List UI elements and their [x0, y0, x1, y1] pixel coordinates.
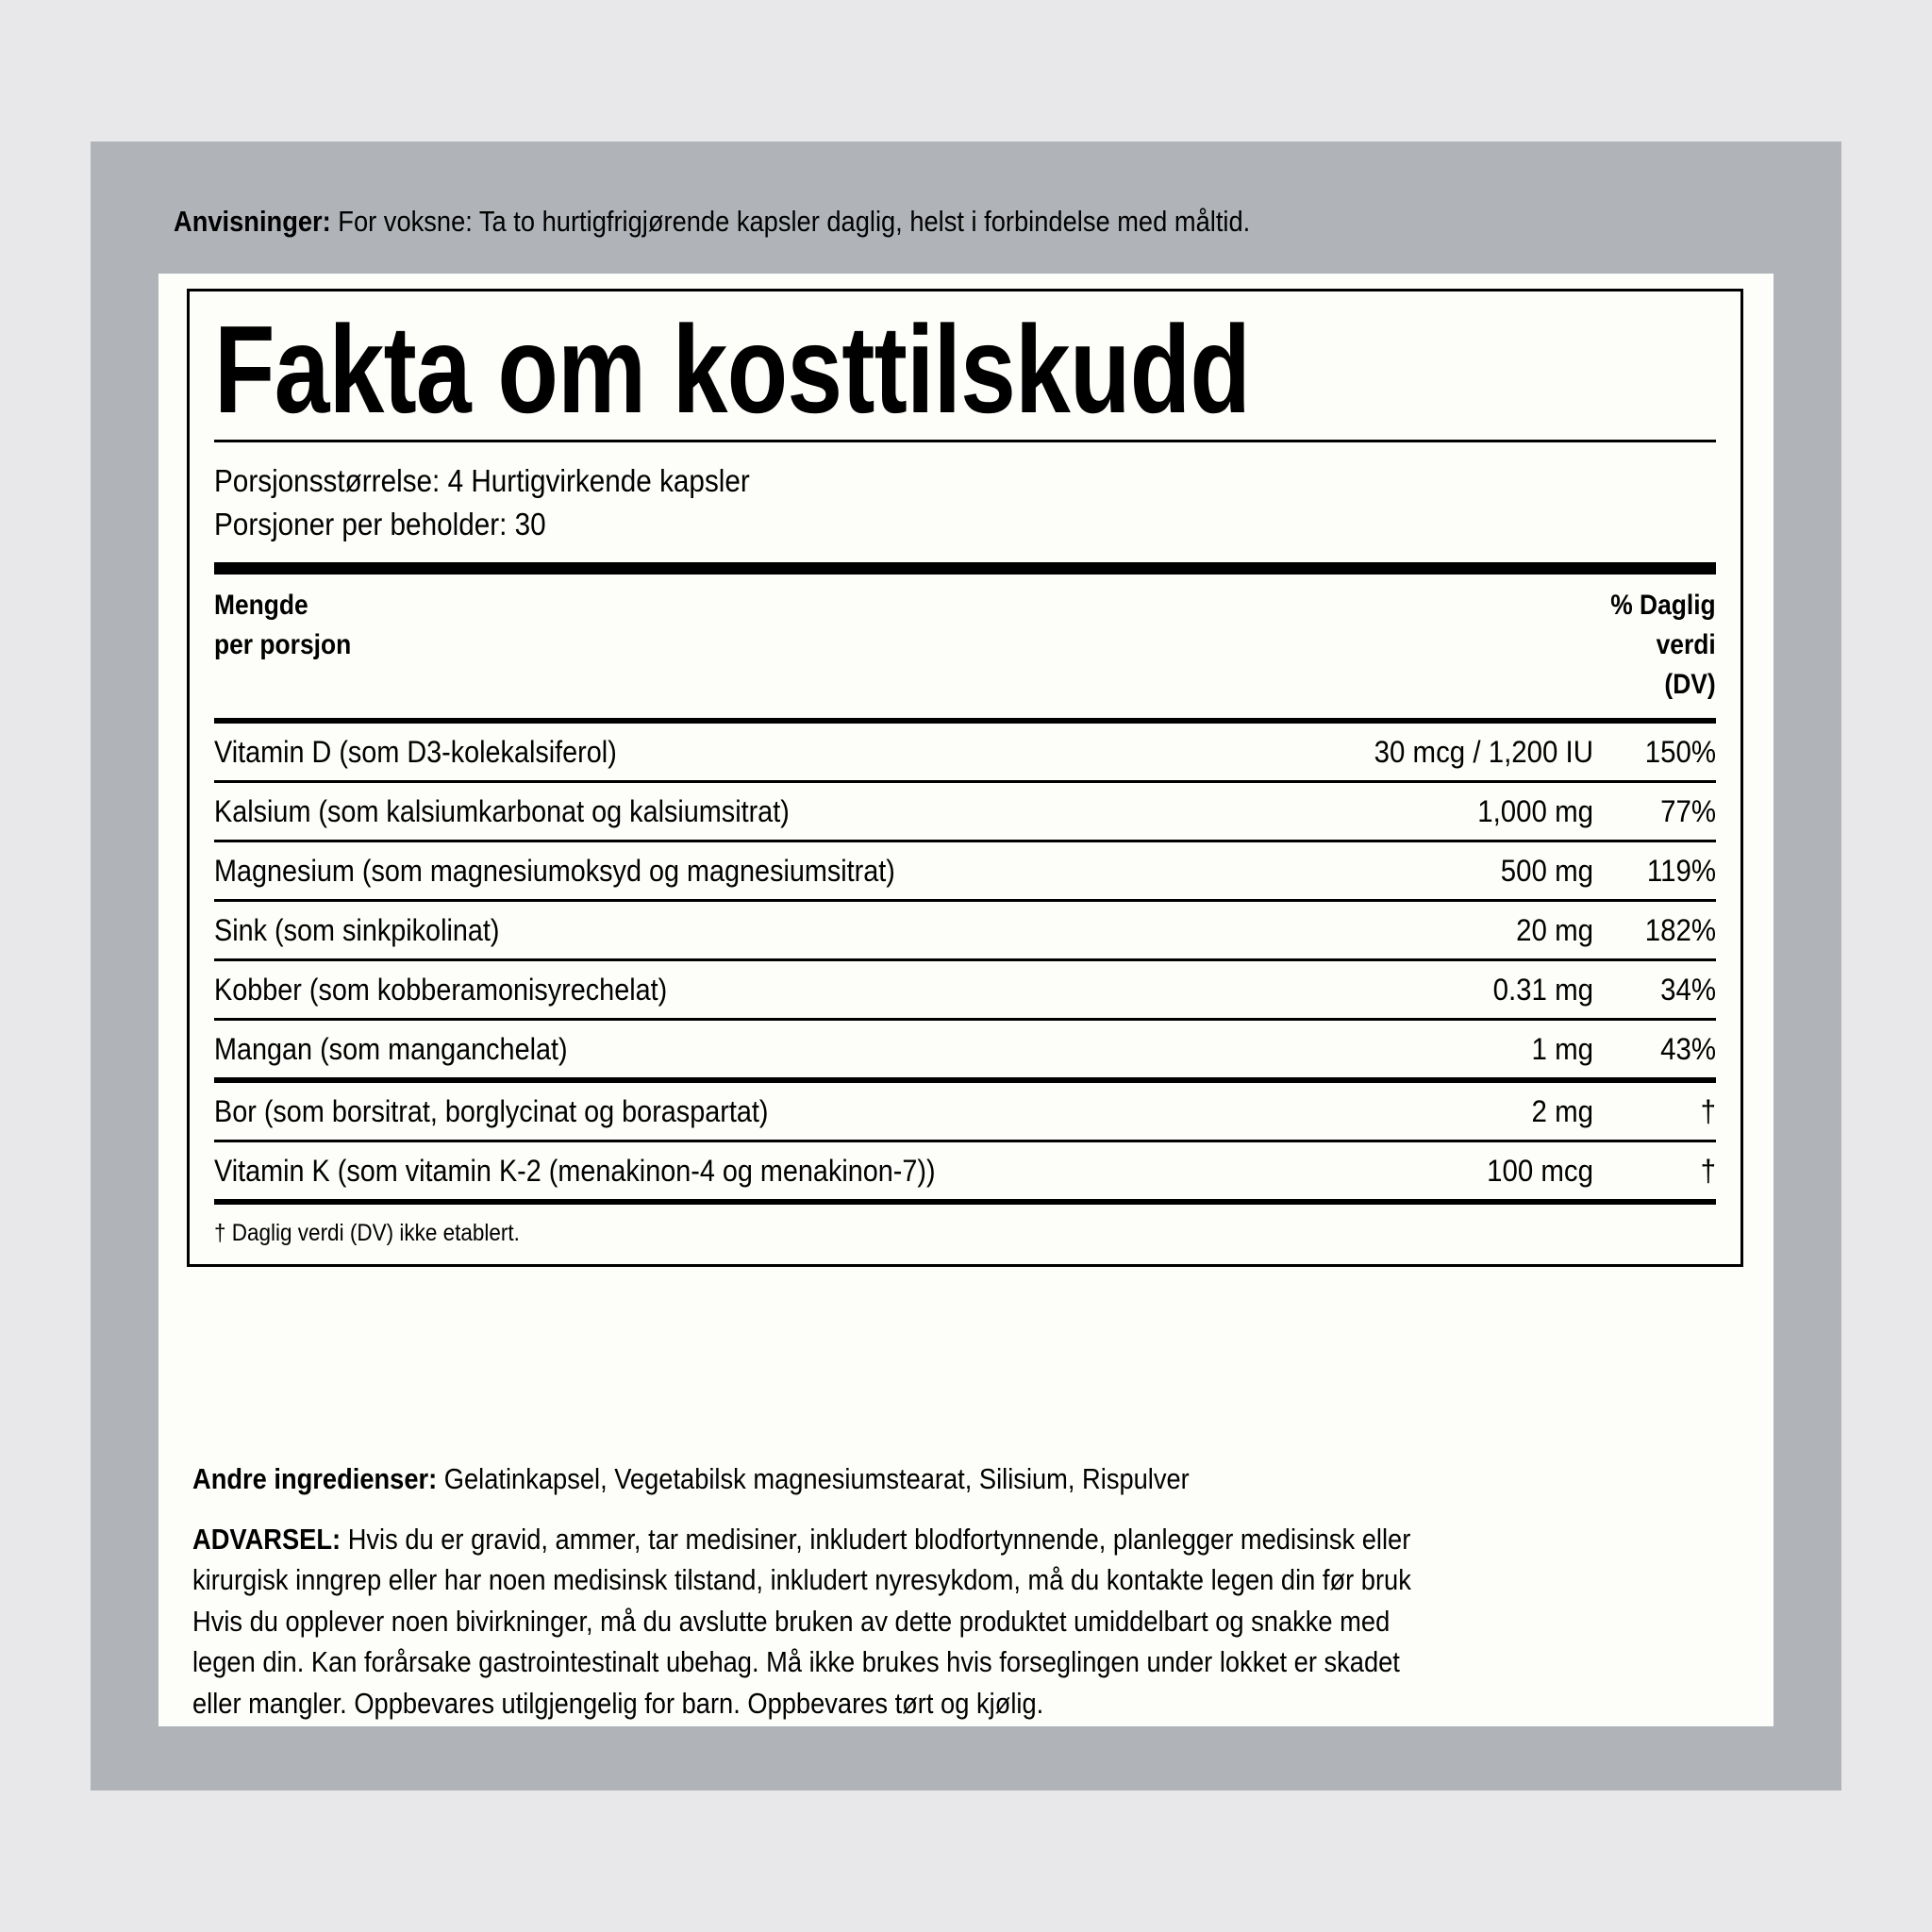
dv-header-line1: % Daglig	[1610, 590, 1716, 622]
amount-header-line2: per porsjon	[214, 629, 352, 661]
nutrient-daily-value: †	[1700, 1094, 1716, 1129]
amount-header-line1: Mengde	[214, 590, 308, 622]
title-divider	[214, 440, 1716, 442]
table-row	[214, 724, 1716, 780]
warning-paragraph	[192, 1519, 1414, 1724]
nutrient-daily-value: 34%	[1660, 973, 1716, 1008]
nutrient-daily-value: 150%	[1644, 735, 1716, 770]
nutrient-name: Sink (som sinkpikolinat)	[214, 913, 500, 948]
table-header-row	[214, 575, 1716, 718]
nutrient-daily-value: 77%	[1660, 794, 1716, 829]
table-row	[214, 1083, 1716, 1140]
nutrient-daily-value: †	[1700, 1154, 1716, 1189]
servings-per-container-line: Porsjoner per beholder: 30	[214, 507, 546, 542]
dv-header-line2: verdi	[1656, 629, 1716, 661]
nutrient-name: Vitamin D (som D3-kolekalsiferol)	[214, 735, 617, 770]
table-row	[214, 783, 1716, 840]
directions-text: For voksne: Ta to hurtigfrigjørende kapsler daglig, helst i forbindelse med måltid.	[330, 205, 1251, 238]
nutrient-name: Mangan (som manganchelat)	[214, 1032, 568, 1067]
dv-header-line3: (DV)	[1664, 669, 1716, 701]
directions-label: Anvisninger:	[174, 205, 331, 238]
directions-line	[174, 204, 1591, 241]
nutrient-name: Kalsium (som kalsiumkarbonat og kalsiumsitrat)	[214, 794, 790, 829]
other-ingredients-text: Gelatinkapsel, Vegetabilsk magnesiumstearat, Silisium, Rispulver	[437, 1462, 1190, 1495]
supplement-label-plate	[91, 142, 1841, 1790]
warning-label: ADVARSEL:	[192, 1523, 341, 1556]
other-ingredients-line	[192, 1460, 1564, 1498]
nutrient-name: Bor (som borsitrat, borglycinat og boraspartat)	[214, 1094, 769, 1129]
other-ingredients-label: Andre ingredienser:	[192, 1462, 438, 1495]
table-row	[214, 842, 1716, 899]
nutrient-daily-value: 182%	[1644, 913, 1716, 948]
nutrient-amount: 100 mcg	[1487, 1154, 1593, 1189]
daily-value-footnote: † Daglig verdi (DV) ikke etablert.	[214, 1220, 520, 1247]
nutrient-daily-value: 43%	[1660, 1032, 1716, 1067]
serving-info-block	[214, 459, 1716, 563]
table-row	[214, 1021, 1716, 1077]
nutrient-amount: 20 mg	[1516, 913, 1593, 948]
nutrient-name: Vitamin K (som vitamin K-2 (menakinon-4 og menakinon-7))	[214, 1154, 936, 1189]
nutrient-amount: 30 mcg / 1,200 IU	[1374, 735, 1593, 770]
nutrient-name: Kobber (som kobberamonisyrechelat)	[214, 973, 668, 1008]
serving-divider	[214, 562, 1716, 575]
serving-size-line: Porsjonsstørrelse: 4 Hurtigvirkende kapsler	[214, 462, 750, 498]
table-row	[214, 902, 1716, 958]
nutrient-amount: 1 mg	[1531, 1032, 1593, 1067]
nutrient-amount: 2 mg	[1531, 1094, 1593, 1129]
nutrient-amount: 500 mg	[1500, 854, 1593, 889]
nutrient-name: Magnesium (som magnesiumoksyd og magnesiumsitrat)	[214, 854, 895, 889]
nutrient-daily-value: 119%	[1646, 854, 1716, 889]
table-row	[214, 961, 1716, 1018]
daily-value-header	[1611, 586, 1716, 705]
amount-header	[214, 586, 351, 665]
nutrient-amount: 1,000 mg	[1477, 794, 1593, 829]
supplement-facts-box	[187, 289, 1743, 1267]
supplement-facts-title: Fakta om kosttilskudd	[214, 300, 1251, 439]
warning-text: Hvis du er gravid, ammer, tar medisiner, inkludert blodfortynnende, planlegger medisinsk eller kirurgisk inngrep eller har noen medisinsk tilstand, inkludert nyresykdom, må du kontakte legen din før bruk Hvis du opplever noen bivirkninger, må du avslutte bruken av dette produktet umiddelbart og snakke med legen din. Kan forårsake gastrointestinalt ubehag. Må ikke brukes hvis forseglingen under lokket er skadet eller mangler. Oppbevares utilgjengelig for barn. Oppbevares tørt og kjølig.	[192, 1523, 1411, 1720]
label-white-panel	[158, 274, 1774, 1726]
table-row	[214, 1142, 1716, 1199]
nutrient-amount: 0.31 mg	[1492, 973, 1593, 1008]
